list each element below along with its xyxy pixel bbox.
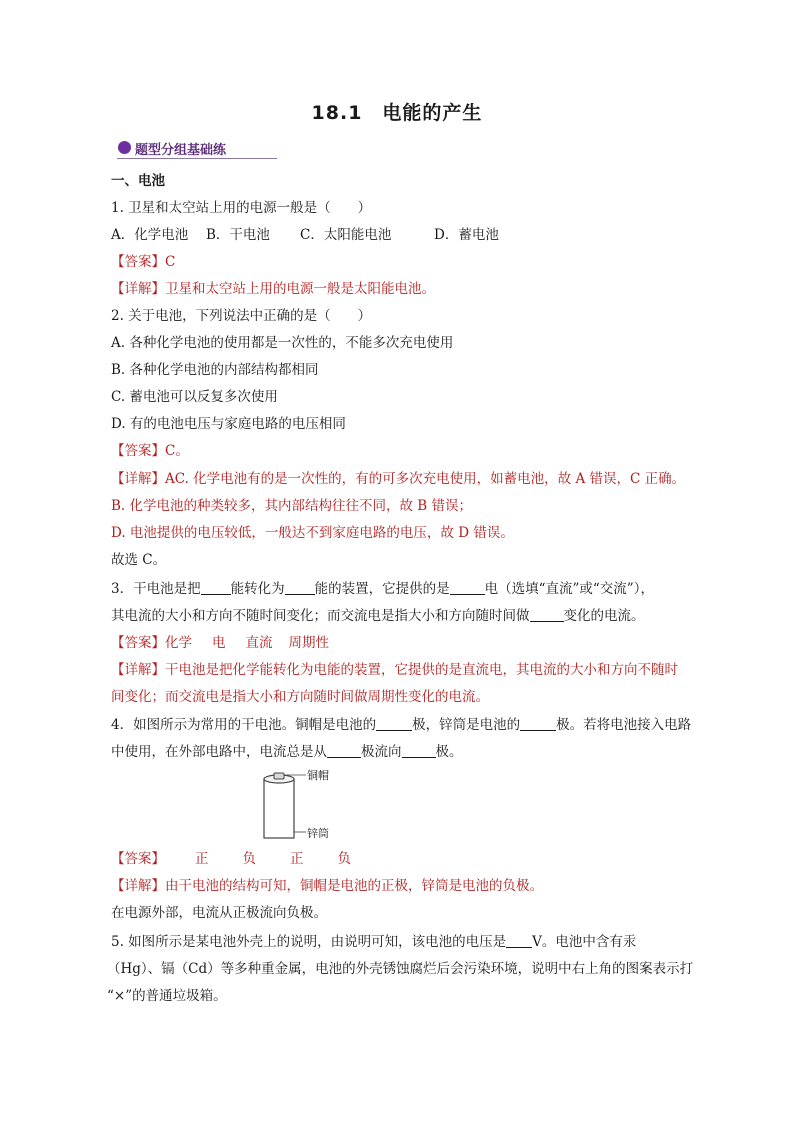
detail-label: 【详解】 xyxy=(111,662,165,678)
answer-value: 负 xyxy=(242,851,256,867)
q3-line-2 xyxy=(111,606,645,626)
q4-detail-2: 在电源外部，电流从正极流向负极。 xyxy=(111,905,327,921)
q1-options xyxy=(111,225,499,245)
answer-value: 负 xyxy=(337,851,351,867)
q3-text: 能的装置，它提供的是 xyxy=(314,581,450,597)
q2-detail-line-1 xyxy=(111,469,685,489)
q1-option-a: A．化学电池 xyxy=(111,227,189,243)
q4-text: 极流向 xyxy=(361,744,402,760)
fill-blank xyxy=(285,580,315,595)
q5-text: 5. 如图所示是某电池外壳上的说明，由说明可知，该电池的电压是 xyxy=(111,934,507,950)
fill-blank xyxy=(506,933,532,948)
q5-line-3: “×”的普通垃圾箱。 xyxy=(107,988,227,1004)
zinc-can xyxy=(264,779,294,838)
q1-option-d: D．蓄电池 xyxy=(434,227,499,243)
section-tag-label: 题型分组基础练 xyxy=(135,143,227,158)
q1-stem: 1. 卫星和太空站上用的电源一般是（ ） xyxy=(111,200,372,216)
fill-blank xyxy=(376,716,412,731)
q2-stem: 2. 关于电池，下列说法中正确的是（ ） xyxy=(111,308,372,324)
answer-value: 直流 xyxy=(245,635,273,651)
q2-option-a: A. 各种化学电池的使用都是一次性的，不能多次充电使用 xyxy=(111,335,454,351)
q2-detail-line-2: B. 化学电池的种类较多，其内部结构往往不同，故 B 错误； xyxy=(111,498,473,514)
answer-label: 【答案】 xyxy=(111,635,165,651)
detail-label: 【详解】 xyxy=(111,281,165,297)
q1-detail xyxy=(111,279,435,299)
q4-text: 4．如图所示为常用的干电池。铜帽是电池的 xyxy=(111,717,377,733)
q4-detail xyxy=(111,876,543,896)
detail-text: 干电池是把化学能转化为电能的装置，它提供的是直流电，其电流的大小和方向不随时 xyxy=(165,662,678,678)
q1-answer xyxy=(111,252,175,272)
q3-text: 其电流的大小和方向不随时间变化；而交流电是指大小和方向随时间做 xyxy=(111,608,530,624)
q2-detail-line-3: D. 电池提供的电压较低，一般达不到家庭电路的电压，故 D 错误。 xyxy=(111,525,514,541)
q2-option-b: B. 各种化学电池的内部结构都相同 xyxy=(111,362,319,378)
q4-line-1 xyxy=(111,715,691,735)
answer-value: 正 xyxy=(290,851,304,867)
copper-cap xyxy=(274,773,284,779)
answer-value: 电 xyxy=(212,635,226,651)
q4-text: 极。若将电池接入电路 xyxy=(556,717,692,733)
q3-text: 3．干电池是把 xyxy=(111,581,201,597)
q2-option-c: C. 蓄电池可以反复多次使用 xyxy=(111,389,278,405)
heading-batteries: 一、电池 xyxy=(111,173,165,189)
fill-blank xyxy=(520,716,556,731)
q5-line-2: （Hg）、镉（Cd）等多种重金属，电池的外壳锈蚀腐烂后会污染环境，说明中右上角的图案表示打 xyxy=(107,961,694,977)
q1-option-b: B．干电池 xyxy=(206,227,270,243)
detail-text: 由干电池的结构可知，铜帽是电池的正极，锌筒是电池的负极。 xyxy=(165,878,543,894)
q3-answer xyxy=(111,633,329,653)
q3-text: 变化的电流。 xyxy=(563,608,645,624)
q3-text: 能转化为 xyxy=(230,581,285,597)
q3-detail-line-1 xyxy=(111,660,678,680)
q3-detail-line-2: 间变化；而交流电是指大小和方向随时间做周期性变化的电流。 xyxy=(111,689,489,705)
copper-cap-label: 铜帽 xyxy=(307,769,329,782)
q4-text: 极，锌筒是电池的 xyxy=(412,717,521,733)
q4-text: 极。 xyxy=(435,744,463,760)
page-title: 18.1 电能的产生 xyxy=(311,102,483,124)
detail-label: 【详解】 xyxy=(111,471,165,487)
detail-text: AC. 化学电池有的是一次性的，有的可多次充电使用，如蓄电池，故 A 错误，C 正确。 xyxy=(165,471,686,487)
answer-value: 周期性 xyxy=(288,635,329,651)
answer-label: 【答案】 xyxy=(111,851,165,867)
q1-option-c: C．太阳能电池 xyxy=(300,227,392,243)
fill-blank xyxy=(402,743,436,758)
zinc-can-label: 锌筒 xyxy=(307,827,329,840)
fill-blank xyxy=(450,580,485,595)
detail-label: 【详解】 xyxy=(111,878,165,894)
bullet-dot-icon xyxy=(118,141,131,154)
q4-answer xyxy=(111,849,351,869)
answer-value: C xyxy=(165,254,176,270)
q5-line-1 xyxy=(111,932,636,952)
q2-conclusion: 故选 C。 xyxy=(111,552,167,568)
q2-option-d: D. 有的电池电压与家庭电路的电压相同 xyxy=(111,416,346,432)
dry-cell-icon xyxy=(262,770,342,840)
answer-value: 正 xyxy=(195,851,209,867)
dry-cell-figure xyxy=(262,770,342,840)
fill-blank xyxy=(530,607,564,622)
q4-line-2 xyxy=(111,742,463,762)
detail-text: 卫星和太空站上用的电源一般是太阳能电池。 xyxy=(165,281,435,297)
q4-text: 中使用，在外部电路中，电流总是从 xyxy=(111,744,327,760)
answer-label: 【答案】 xyxy=(111,254,165,270)
fill-blank xyxy=(327,743,361,758)
answer-label: 【答案】 xyxy=(111,443,165,459)
q3-line-1 xyxy=(111,579,654,599)
answer-value: 化学 xyxy=(165,635,192,651)
q2-answer xyxy=(111,441,189,461)
fill-blank xyxy=(201,580,231,595)
q5-text: V。电池中含有汞 xyxy=(532,934,637,950)
answer-value: C。 xyxy=(165,443,189,459)
q3-text: 电（选填“直流”或“交流”）， xyxy=(484,581,654,597)
section-tag xyxy=(117,138,277,159)
